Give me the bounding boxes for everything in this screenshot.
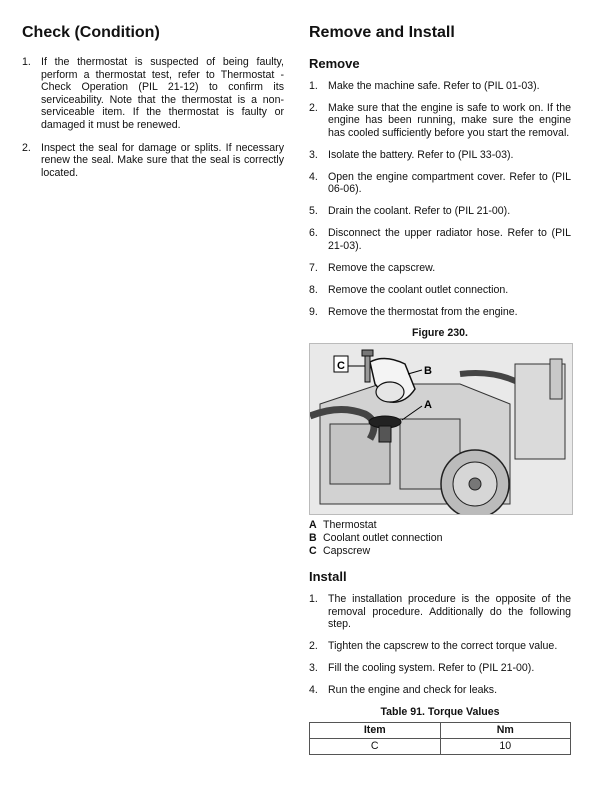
list-item: [309, 102, 571, 140]
item-text: Drain the coolant. Refer to (PIL 21-00).: [328, 205, 511, 218]
callout-c: C: [337, 360, 345, 373]
item-number: 1.: [22, 56, 31, 68]
check-condition-heading: Check (Condition): [22, 24, 160, 41]
remove-heading: Remove: [309, 56, 360, 71]
item-text: Inspect the seal for damage or splits. If necessary renew the seal. Make sure that the seal is correctly located.: [41, 141, 284, 179]
item-text: Disconnect the upper radiator hose. Refer to (PIL 21-03).: [328, 227, 571, 252]
item-text: Run the engine and check for leaks.: [328, 684, 498, 697]
list-item: [309, 662, 571, 675]
item-number: 1.: [309, 593, 318, 606]
item-text: Remove the capscrew.: [328, 261, 436, 274]
list-item: [309, 205, 571, 218]
item-number: 6.: [309, 227, 318, 240]
remove-install-section: [309, 24, 571, 755]
list-item: [309, 80, 571, 93]
legend-item: [309, 519, 571, 532]
list-item: [309, 227, 571, 252]
item-number: 8.: [309, 283, 318, 296]
list-item: [309, 262, 571, 275]
item-number: 2.: [309, 640, 318, 653]
table-cell: 10: [440, 738, 571, 754]
list-item: [309, 284, 571, 297]
list-item: [309, 306, 571, 319]
list-item: [309, 640, 571, 653]
item-text: Isolate the battery. Refer to (PIL 33-03).: [328, 148, 514, 161]
item-number: 4.: [309, 170, 318, 183]
list-item: [309, 171, 571, 196]
table-row: [310, 738, 571, 754]
item-number: 5.: [309, 205, 318, 218]
item-number: 9.: [309, 305, 318, 318]
figure-legend: [309, 519, 571, 557]
remove-install-heading: Remove and Install: [309, 24, 455, 41]
check-list: [22, 56, 284, 179]
legend-key: C: [309, 544, 317, 557]
item-number: 2.: [22, 141, 31, 154]
callout-b: B: [424, 365, 432, 378]
list-item: [309, 593, 571, 631]
item-text: The installation procedure is the opposite of the removal procedure. Additionally do the following step.: [328, 593, 571, 631]
legend-label: Capscrew: [323, 544, 371, 557]
list-item: [309, 684, 571, 697]
item-text: Remove the thermostat from the engine.: [328, 305, 518, 318]
install-heading: Install: [309, 569, 347, 585]
list-item: [22, 56, 284, 132]
column-header: Item: [310, 722, 441, 738]
item-text: Tighten the capscrew to the correct torque value.: [328, 640, 558, 653]
item-text: Open the engine compartment cover. Refer to (PIL 06-06).: [328, 170, 571, 196]
item-text: If the thermostat is suspected of being faulty, perform a thermostat test, refer to Thermostat - Check Operation (PIL 21-12) to confirm its serviceability. Note that the thermostat is a non-serviceable item. If the thermostat is faulty or damaged it must be renewed.: [41, 56, 284, 131]
torque-table: [309, 722, 571, 755]
legend-item: [309, 532, 571, 545]
column-header: Nm: [440, 722, 571, 738]
legend-key: B: [309, 531, 317, 544]
remove-list: [309, 80, 571, 318]
list-item: [22, 142, 284, 180]
engine-illustration: [310, 344, 572, 514]
table-cell: C: [310, 738, 441, 754]
item-number: 7.: [309, 261, 318, 274]
legend-label: Coolant outlet connection: [323, 531, 443, 544]
engine-figure: [309, 343, 573, 515]
item-number: 2.: [309, 101, 318, 114]
legend-label: Thermostat: [323, 519, 377, 532]
legend-key: A: [309, 519, 317, 532]
item-number: 1.: [309, 80, 318, 92]
table-title: Table 91. Torque Values: [380, 705, 500, 718]
item-number: 4.: [309, 684, 318, 697]
item-text: Make sure that the engine is safe to work on. If the engine has been running, make sure the engine has cooled sufficiently before you start the removal.: [328, 101, 571, 140]
check-condition-section: [22, 24, 284, 189]
item-text: Make the machine safe. Refer to (PIL 01-03).: [328, 80, 540, 92]
item-number: 3.: [309, 148, 318, 161]
list-item: [309, 149, 571, 162]
legend-item: [309, 545, 571, 558]
install-list: [309, 593, 571, 696]
figure-title: Figure 230.: [412, 327, 468, 340]
item-text: Remove the coolant outlet connection.: [328, 283, 509, 296]
callout-a: A: [424, 399, 432, 412]
item-number: 3.: [309, 662, 318, 675]
table-header-row: [310, 722, 571, 738]
item-text: Fill the cooling system. Refer to (PIL 21-00).: [328, 662, 535, 675]
